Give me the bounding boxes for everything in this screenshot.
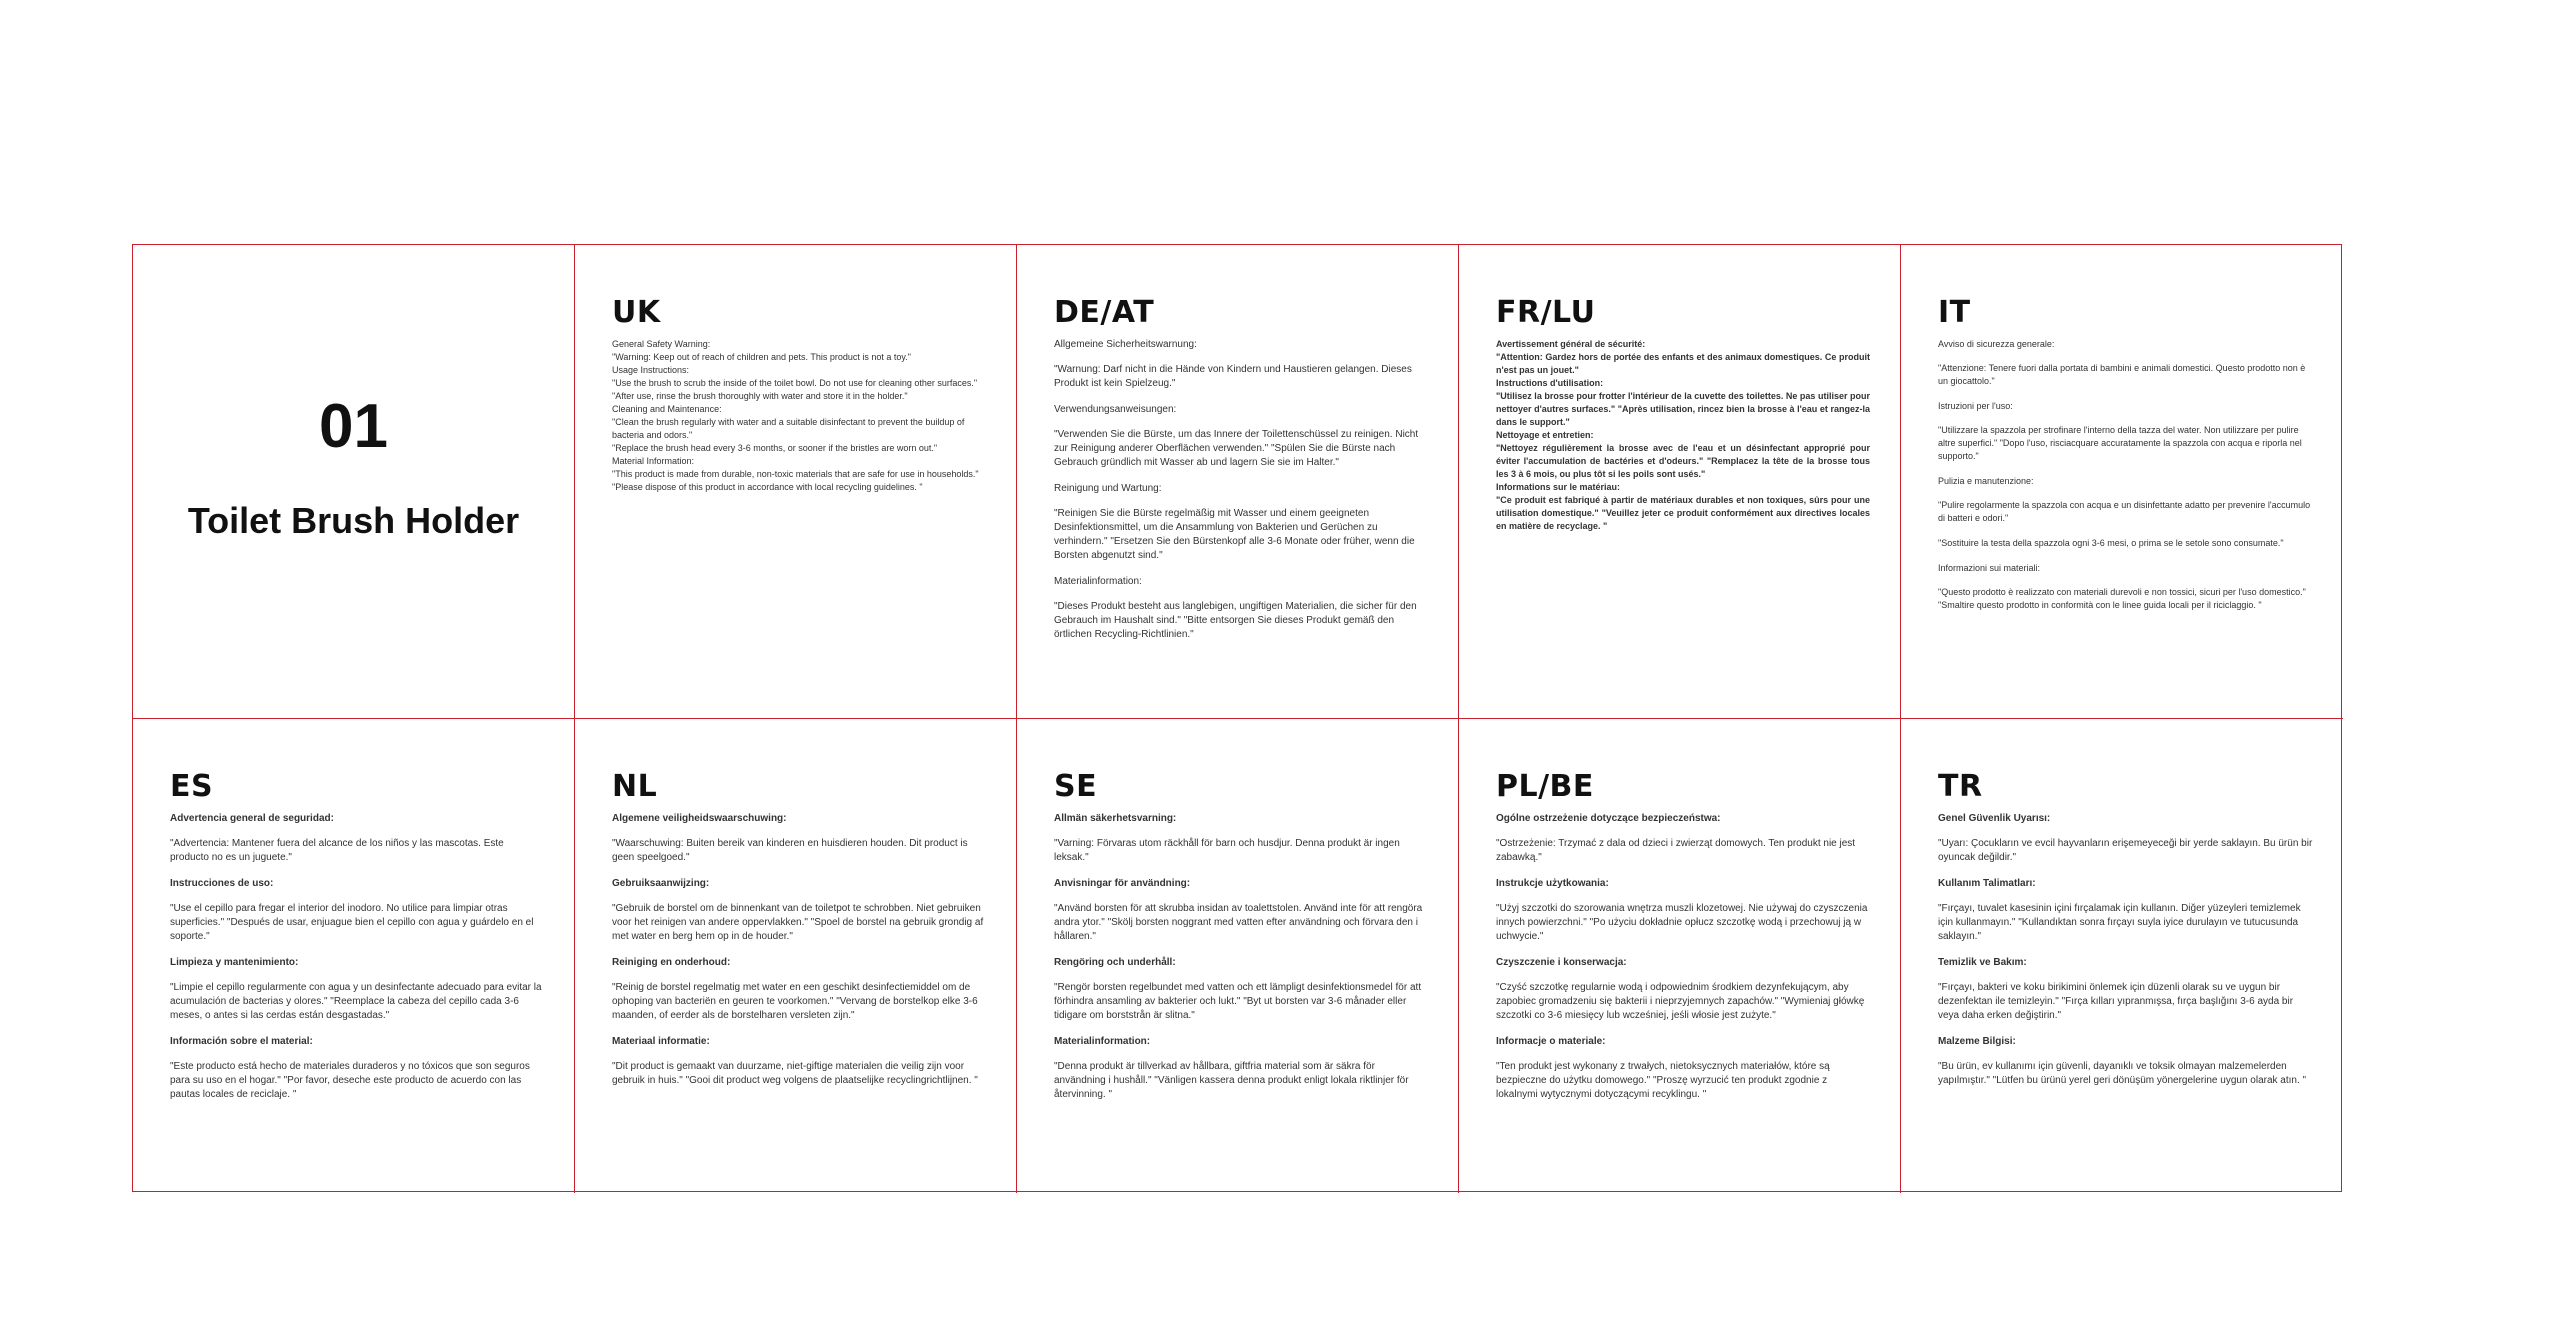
text-line: "Warnung: Darf nicht in die Hände von Kindern und Haustieren gelangen. Dieses Produkt ist kein Spielzeug." — [1054, 364, 1412, 389]
text-line: "Dit product is gemaakt van duurzame, niet-giftige materialen die veilig zijn voor gebruik in huis." "Gooi dit product weg volgens de plaatselijke recyclingrichtlijnen. " — [612, 1061, 978, 1086]
text-line: "Bu ürün, ev kullanımı için güvenli, dayanıklı ve toksik olmayan malzemelerden yapılmıştır." "Lütfen bu ürünü yerel geri dönüşüm yönergelerine uygun olarak atın. " — [1938, 1061, 2307, 1086]
country-code: NL — [612, 769, 658, 804]
instruction-text — [1496, 338, 1870, 533]
text-line: Gebruiksaanwijzing: — [612, 878, 710, 889]
text-line: "Varning: Förvaras utom räckhåll för barn och husdjur. Denna produkt är ingen leksak." — [1054, 838, 1400, 863]
section-es — [133, 719, 575, 1193]
country-code: TR — [1938, 769, 1983, 804]
text-line: "Este producto está hecho de materiales duraderos y no tóxicos que son seguros para su uso en el hogar." "Por favor, deseche este producto de acuerdo con las pautas locales de reciclaje. " — [170, 1061, 530, 1100]
text-line: "Denna produkt är tillverkad av hållbara, giftfria material som är säkra för användning i hushåll." "Vänligen kassera denna produkt enligt lokala riktlinjer för återvinning. " — [1054, 1061, 1409, 1100]
section-nl — [575, 719, 1017, 1193]
text-line: Nettoyage et entretien: — [1496, 430, 1594, 440]
text-line: "Waarschuwing: Buiten bereik van kinderen en huisdieren houden. Dit product is geen speelgoed." — [612, 838, 968, 863]
text-line: Informations sur le matériau: — [1496, 482, 1621, 492]
text-line: Anvisningar för användning: — [1054, 878, 1191, 889]
text-line: "Reinigen Sie die Bürste regelmäßig mit Wasser und einem geeigneten Desinfektionsmittel, um die Ansammlung von Bakterien und Gerüchen zu verhindern." "Ersetzen Sie den Bürstenkopf alle 3-6 Monate oder früher, wenn die Borsten abgenutzt sind." — [1054, 508, 1415, 561]
text-line: "Gebruik de borstel om de binnenkant van de toiletpot te schrobben. Niet gebruiken voor het reinigen van andere oppervlakken." "Spoel de borstel na gebruik grondig af met water en berg hem op in de houder." — [612, 903, 984, 942]
text-line: "Use el cepillo para fregar el interior del inodoro. No utilice para limpiar otras superficies." "Después de usar, enjuague bien el cepillo con agua y guárdelo en el soporte." — [170, 903, 534, 942]
text-line: "Dieses Produkt besteht aus langlebigen, ungiftigen Materialien, die sicher für den Gebrauch im Haushalt sind." "Bitte entsorgen Sie dieses Produkt gemäß den örtlichen Recycling-Richtlinien." — [1054, 601, 1417, 640]
text-line: Informacje o materiale: — [1496, 1036, 1606, 1047]
text-line: Instructions d'utilisation: — [1496, 378, 1604, 388]
text-line: "Fırçayı, bakteri ve koku birikimini önlemek için düzenli olarak su ve uygun bir dezenfektan ile temizleyin." "Fırça kılları yıpranmışsa, fırça başlığını 3-6 ayda bir veya daha erken değiştirin." — [1938, 982, 2294, 1021]
text-line: "Fırçayı, tuvalet kasesinin içini fırçalamak için kullanın. Diğer yüzeyleri temizlemek için kullanmayın." "Kullandıktan sonra fırçayı suyla iyice durulayın ve tutucusunda saklayın." — [1938, 903, 2301, 942]
text-line: Avertissement général de sécurité: — [1496, 339, 1646, 349]
instruction-text — [170, 812, 544, 1102]
text-line: Advertencia general de seguridad: — [170, 813, 334, 824]
product-title-cell — [133, 245, 575, 719]
text-line: "Please dispose of this product in accordance with local recycling guidelines. " — [612, 482, 923, 492]
text-line: Cleaning and Maintenance: — [612, 404, 722, 414]
text-line: Rengöring och underhåll: — [1054, 957, 1176, 968]
section-se — [1017, 719, 1459, 1193]
country-code: PL/BE — [1496, 769, 1594, 804]
text-line: "Nettoyez régulièrement la brosse avec de l'eau et un désinfectant approprié pour éviter l'accumulation de bactéries et d'odeurs." "Remplacez la tête de la brosse tous les 3 à 6 mois, ou plus tôt si les poils sont usés." — [1496, 443, 1870, 479]
label-sheet — [132, 244, 2342, 1192]
country-code: IT — [1938, 295, 1971, 330]
text-line: "Attention: Gardez hors de portée des enfants et des animaux domestiques. Ce produit n'est pas un jouet." — [1496, 352, 1870, 375]
instruction-text — [1054, 338, 1428, 642]
text-line: Allmän säkerhetsvarning: — [1054, 813, 1177, 824]
text-line: "Ten produkt jest wykonany z trwałych, nietoksycznych materiałów, które są bezpieczne do użytku domowego." "Proszę wyrzucić ten produkt zgodnie z lokalnymi wytycznymi dotyczącymi recyklingu. " — [1496, 1061, 1830, 1100]
text-line: "Använd borsten för att skrubba insidan av toalettstolen. Använd inte för att rengöra andra ytor." "Skölj borsten noggrant med vatten efter användning och förvara den i hållaren." — [1054, 903, 1423, 942]
text-line: Istruzioni per l'uso: — [1938, 401, 2013, 411]
instruction-text — [1054, 812, 1428, 1102]
text-line: "This product is made from durable, non-toxic materials that are safe for use in households." — [612, 469, 979, 479]
text-line: "Use the brush to scrub the inside of the toilet bowl. Do not use for cleaning other surfaces." — [612, 378, 978, 388]
text-line: "Ostrzeżenie: Trzymać z dala od dzieci i zwierząt domowych. Ten produkt nie jest zabawką." — [1496, 838, 1856, 863]
product-name: Toilet Brush Holder — [187, 500, 520, 541]
text-line: Materialinformation: — [1054, 576, 1142, 587]
text-line: Ogólne ostrzeżenie dotyczące bezpieczeństwa: — [1496, 813, 1721, 824]
text-line: "Verwenden Sie die Bürste, um das Innere der Toilettenschüssel zu reinigen. Nicht zur Reinigung anderer Oberflächen verwenden." "Spülen Sie die Bürste nach Gebrauch gründlich mit Wasser ab und lagern Sie sie im Halter." — [1054, 429, 1419, 468]
text-line: "Użyj szczotki do szorowania wnętrza muszli klozetowej. Nie używaj do czyszczenia innych powierzchni." "Po użyciu dokładnie opłucz szczotkę wodą i przechowuj ją w uchwycie." — [1496, 903, 1868, 942]
section-uk — [575, 245, 1017, 719]
text-line: "Attenzione: Tenere fuori dalla portata di bambini e animali domestici. Questo prodotto non è un giocattolo." — [1938, 363, 2306, 386]
text-line: Kullanım Talimatları: — [1938, 878, 2036, 889]
text-line: "Sostituire la testa della spazzola ogni 3-6 mesi, o prima se le setole sono consumate." — [1938, 538, 2284, 548]
text-line: "Clean the brush regularly with water and a suitable disinfectant to prevent the buildup of bacteria and odors." — [612, 417, 965, 440]
text-line: "Utilisez la brosse pour frotter l'intérieur de la cuvette des toilettes. Ne pas utiliser pour nettoyer d'autres surfaces." "Après utilisation, rincez bien la brosse à l'eau et rangez-la dans le support." — [1496, 391, 1870, 427]
text-line: Allgemeine Sicherheitswarnung: — [1054, 339, 1197, 350]
section-pl-be — [1459, 719, 1901, 1193]
text-line: Algemene veiligheidswaarschuwing: — [612, 813, 787, 824]
text-line: Verwendungsanweisungen: — [1054, 404, 1177, 415]
product-number: 01 — [319, 392, 388, 461]
text-line: "Replace the brush head every 3-6 months, or sooner if the bristles are worn out." — [612, 443, 938, 453]
text-line: "Questo prodotto è realizzato con materiali durevoli e non tossici, sicuri per l'uso domestico." "Smaltire questo prodotto in conformità con le linee guida locali per il riciclaggio. " — [1938, 587, 2306, 610]
text-line: "Rengör borsten regelbundet med vatten och ett lämpligt desinfektionsmedel för att förhindra ansamling av bakterier och lukt." "Byt ut borsten var 3-6 månader eller tidigare om borststrån är slitna." — [1054, 982, 1422, 1021]
text-line: "After use, rinse the brush thoroughly with water and store it in the holder." — [612, 391, 908, 401]
section-fr-lu — [1459, 245, 1901, 719]
section-tr — [1901, 719, 2343, 1193]
text-line: General Safety Warning: — [612, 339, 711, 349]
text-line: Pulizia e manutenzione: — [1938, 476, 2034, 486]
instruction-text — [1938, 812, 2313, 1088]
text-line: Limpieza y mantenimiento: — [170, 957, 299, 968]
text-line: Usage Instructions: — [612, 365, 690, 375]
text-line: Materiaal informatie: — [612, 1036, 710, 1047]
text-line: Materialinformation: — [1054, 1036, 1151, 1047]
text-line: Instrukcje użytkowania: — [1496, 878, 1609, 889]
text-line: Material Information: — [612, 456, 695, 466]
text-line: Reiniging en onderhoud: — [612, 957, 731, 968]
text-line: "Pulire regolarmente la spazzola con acqua e un disinfettante adatto per prevenire l'accumulo di batteri e odori." — [1938, 500, 2311, 523]
text-line: Reinigung und Wartung: — [1054, 483, 1162, 494]
text-line: Información sobre el material: — [170, 1036, 313, 1047]
country-code: ES — [170, 769, 214, 804]
instruction-text — [612, 338, 986, 494]
text-line: "Advertencia: Mantener fuera del alcance de los niños y las mascotas. Este producto no es un juguete." — [170, 838, 504, 863]
country-code: DE/AT — [1054, 295, 1155, 330]
text-line: "Reinig de borstel regelmatig met water en een geschikt desinfectiemiddel om de ophoping van bacteriën en geuren te voorkomen." "Vervang de borstelkop elke 3-6 maanden, of eerder als de borstelharen versleten zijn." — [612, 982, 978, 1021]
country-code: SE — [1054, 769, 1098, 804]
text-line: Malzeme Bilgisi: — [1938, 1036, 2016, 1047]
section-it — [1901, 245, 2343, 719]
country-code: FR/LU — [1496, 295, 1596, 330]
text-line: "Uyarı: Çocukların ve evcil hayvanların erişemeyeceği bir yerde saklayın. Bu ürün bir oyuncak değildir." — [1938, 838, 2313, 863]
text-line: Informazioni sui materiali: — [1938, 563, 2041, 573]
instruction-text — [1938, 338, 2313, 612]
text-line: Instrucciones de uso: — [170, 878, 274, 889]
instruction-text — [612, 812, 986, 1088]
section-de-at — [1017, 245, 1459, 719]
text-line: "Utilizzare la spazzola per strofinare l'interno della tazza del water. Non utilizzare per pulire altre superfici." "Dopo l'uso, risciacquare accuratamente la spazzola con acqua e riporla nel supporto." — [1938, 425, 2302, 461]
text-line: "Warning: Keep out of reach of children and pets. This product is not a toy." — [612, 352, 911, 362]
text-line: Avviso di sicurezza generale: — [1938, 339, 2055, 349]
text-line: "Ce produit est fabriqué à partir de matériaux durables et non toxiques, sûrs pour une utilisation domestique." "Veuillez jeter ce produit conformément aux directives locales en matière de recyclage. " — [1496, 495, 1870, 531]
text-line: Temizlik ve Bakım: — [1938, 957, 2027, 968]
text-line: Czyszczenie i konserwacja: — [1496, 957, 1627, 968]
instruction-text — [1496, 812, 1870, 1102]
text-line: "Limpie el cepillo regularmente con agua y un desinfectante adecuado para evitar la acumulación de bacterias y olores." "Reemplace la cabeza del cepillo cada 3-6 meses, o antes si las cerdas están desgastadas." — [170, 982, 542, 1021]
country-code: UK — [612, 295, 661, 330]
text-line: Genel Güvenlik Uyarısı: — [1938, 813, 2051, 824]
text-line: "Czyść szczotkę regularnie wodą i odpowiednim środkiem dezynfekującym, aby zapobiec gromadzeniu się bakterii i nieprzyjemnych zapachów." "Wymieniaj główkę szczotki co 3-6 miesięcy lub wcześniej, jeśli włosie jest zużyte." — [1496, 982, 1865, 1021]
